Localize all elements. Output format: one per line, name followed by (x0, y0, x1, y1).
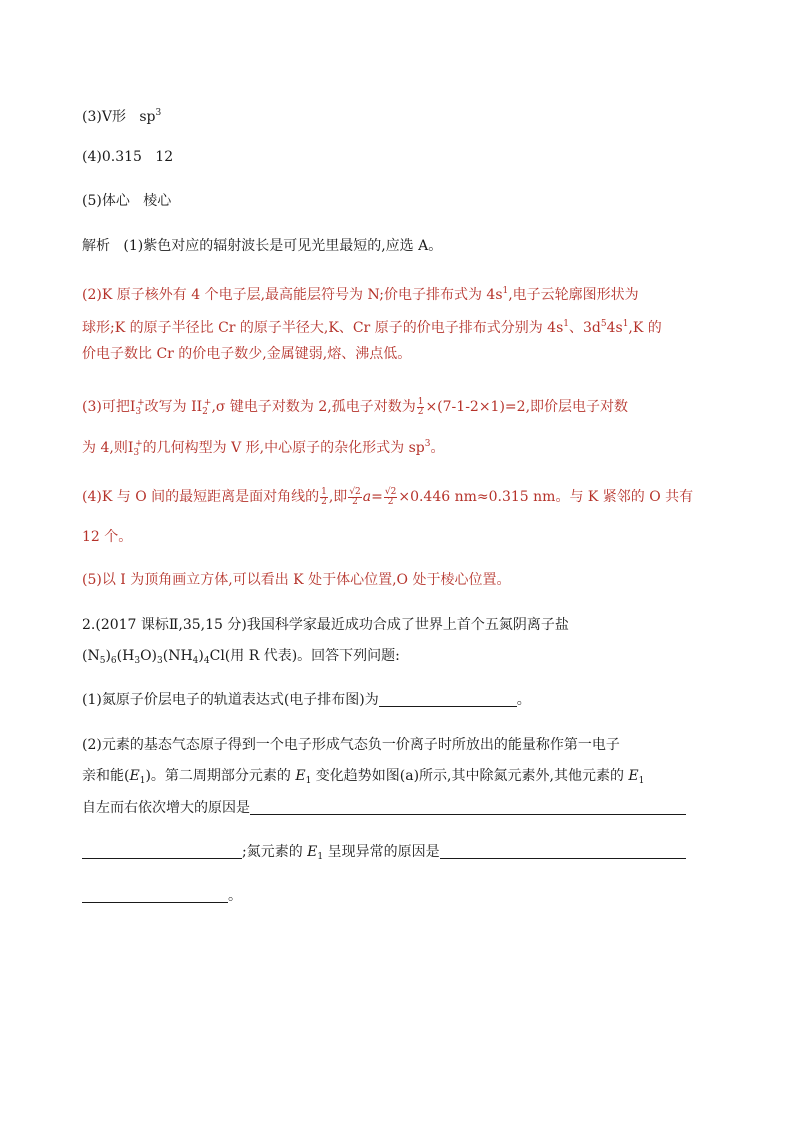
answer-5 (82, 191, 171, 211)
analysis-part-3-line-2: 为 4,则$I_3^+$的几何构型为 V 形,中心原子的杂化形式为 $sp^3$。 (82, 439, 445, 458)
answer-blank[interactable] (250, 800, 686, 815)
analysis-part-5: (5)以 I 为顶角画立方体,可以看出 K 处于体心位置,O 处于棱心位置。 (82, 572, 511, 588)
question-2-part-2-line-3: 自左而右依次增大的原因是 (82, 798, 686, 818)
answer-value: 体心 (101, 193, 130, 209)
fraction: $\frac{√2}{2}$ (384, 486, 397, 507)
answer-4 (82, 147, 173, 167)
answer-blank[interactable] (379, 692, 517, 707)
answer-number: (5) (82, 193, 102, 209)
analysis-part-4-line-1: (4)K 与 O 间的最短距离是面对角线的 $\frac{1}{2}$ ,即 $\frac{√2}{2}$ a= $\frac{√2}{2}$ ×0.446 nm≈0.315 nm。与 K 紧邻的 O 共有 (82, 486, 694, 507)
answer-value: 12 (155, 149, 174, 165)
question-2-formula: $(N_5)_6(H_3O)_3(NH_4)_4Cl$(用 R 代表)。回答下列问题: (82, 648, 400, 666)
answer-value: sp (139, 109, 156, 125)
answer-3: (3)V形 $sp^3$ (82, 108, 162, 125)
answer-blank[interactable] (82, 888, 228, 903)
analysis-part-2-line-2: 球形;K 的原子半径比 Cr 的原子半径大,K、Cr 原子的价电子排布式分别为 $4s^1$、$3d^54s^1,K$ 的 (82, 319, 662, 336)
analysis-part-4-line-2: 12 个。 (82, 529, 133, 545)
answer-value: 棱心 (143, 193, 172, 209)
fraction: $\frac{√2}{2}$ (349, 486, 361, 507)
question-2-line-1: 2.(2017 课标Ⅱ,35,15 分)我国科学家最近成功合成了世界上首个五氮阴离子盐 (82, 617, 569, 633)
question-2-part-2-line-2: 亲和能$(E_1)$。第二周期部分元素的 $E_1$ 变化趋势如图(a)所示,其中除氮元素外,其他元素的 $E_1$ (82, 768, 645, 786)
analysis-part-2-line-3: 价电子数比 Cr 的价电子数少,金属键弱,熔、沸点低。 (82, 346, 412, 362)
analysis-part-3-line-1: (3)可把$I_3^+$改写为 $II_2^+,\sigma$ 键电子对数为 2,孤电子对数为 $\frac{1}{2}$ ×(7-1-2×1)=2,即价层电子对数 (82, 396, 629, 417)
fraction: $\frac{1}{2}$ (321, 486, 327, 507)
question-2-part-2-line-1: (2)元素的基态气态原子得到一个电子形成气态负一价离子时所放出的能量称作第一电子 (82, 737, 620, 753)
question-2-part-2-line-5: 。 (82, 886, 242, 906)
analysis-text: (1)紫色对应的辐射波长是可见光里最短的,应选 A。 (123, 238, 443, 254)
answer-blank[interactable] (82, 844, 242, 859)
answer-text: V形 (101, 109, 126, 125)
analysis-part-2-line-1: (2)K 原子核外有 4 个电子层,最高能层符号为 N;价电子排布式为 $4s^1$,电子云轮廓图形状为 (82, 286, 639, 303)
question-2-part-1: (1)氮原子价层电子的轨道表达式(电子排布图)为 。 (82, 692, 531, 708)
question-2-part-2-line-4: ;氮元素的 $E_1$ 呈现异常的原因是 (82, 842, 686, 867)
answer-blank[interactable] (440, 844, 686, 859)
answer-number: (4) (82, 149, 102, 165)
fraction: $\frac{1}{2}$ (417, 396, 424, 417)
answer-value: 0.315 (101, 149, 142, 165)
analysis-label: 解析 (82, 238, 110, 254)
answer-number: (3) (82, 109, 102, 125)
analysis-part-1 (82, 236, 442, 256)
